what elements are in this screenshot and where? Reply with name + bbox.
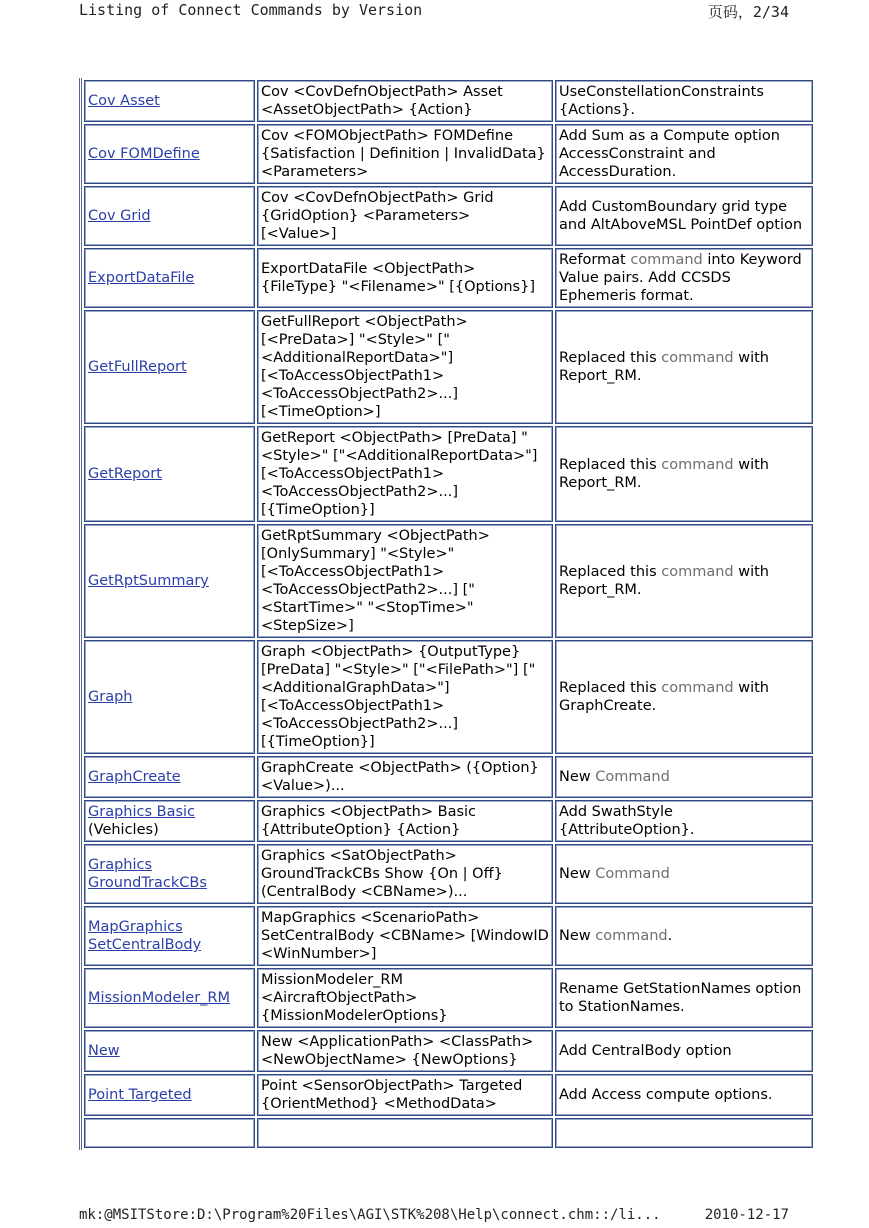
change-line: to StationNames.: [559, 999, 685, 1015]
change-description-cell: [555, 844, 813, 904]
table-row: [84, 906, 813, 966]
change-text: Replaced this: [559, 350, 662, 366]
change-line: Add CentralBody option: [559, 1043, 732, 1059]
highlighted-keyword: command: [661, 350, 734, 366]
change-line: Value pairs. Add CCSDS: [559, 270, 731, 286]
command-link[interactable]: MapGraphics SetCentralBody: [88, 919, 202, 953]
highlighted-keyword: command: [595, 928, 668, 944]
change-description-cell: [555, 640, 813, 754]
change-line: Report_RM.: [559, 475, 642, 491]
table-row: [84, 1074, 813, 1116]
table-row: [84, 524, 813, 638]
command-syntax-cell: Graph <ObjectPath> {OutputType} [PreData] "<Style>" ["<FilePath>"] ["<AdditionalGraphData>"] [<ToAccessObjectPath1> <ToAccessObjectPath2>...] [{TimeOption}]: [257, 640, 553, 754]
source-url: mk:@MSITStore:D:\Program%20Files\AGI\STK%208\Help\connect.chm::/li...: [79, 1207, 661, 1223]
change-line: Add Sum as a Compute option: [559, 128, 780, 144]
change-text: Replaced this: [559, 680, 662, 696]
table-row: [84, 80, 813, 122]
command-link[interactable]: GraphCreate: [88, 769, 181, 785]
change-line: Report_RM.: [559, 368, 642, 384]
command-syntax-cell: Point <SensorObjectPath> Targeted {OrientMethod} <MethodData>: [257, 1074, 553, 1116]
change-description-cell: [555, 1118, 813, 1148]
highlighted-keyword: command: [661, 457, 734, 473]
change-description-cell: [555, 80, 813, 122]
command-link[interactable]: Graph: [88, 689, 133, 705]
highlighted-keyword: command: [630, 252, 703, 268]
command-syntax-cell: Cov <FOMObjectPath> FOMDefine {Satisfaction | Definition | InvalidData} <Parameters>: [257, 124, 553, 184]
command-syntax-cell: GetFullReport <ObjectPath> [<PreData>] "<Style>" ["<AdditionalReportData>"] [<ToAccessObjectPath1> <ToAccessObjectPath2>...] [<TimeOption>]: [257, 310, 553, 424]
command-name-suffix: (Vehicles): [88, 822, 159, 838]
command-syntax-cell: New <ApplicationPath> <ClassPath> <NewObjectName> {NewOptions}: [257, 1030, 553, 1072]
command-link[interactable]: GetRptSummary: [88, 573, 209, 589]
command-name-cell: [84, 524, 255, 638]
change-text: Reformat: [559, 252, 631, 268]
document-title: Listing of Connect Commands by Version: [79, 1, 423, 19]
change-line: Rename GetStationNames option: [559, 981, 802, 997]
table-row: [84, 426, 813, 522]
change-text: New: [559, 769, 596, 785]
change-line: {AttributeOption}.: [559, 822, 695, 838]
change-line: Ephemeris format.: [559, 288, 694, 304]
command-syntax-cell: Graphics <ObjectPath> Basic {AttributeOption} {Action}: [257, 800, 553, 842]
change-text: Replaced this: [559, 564, 662, 580]
command-link[interactable]: GetFullReport: [88, 359, 187, 375]
table-row: [84, 844, 813, 904]
command-name-cell: [84, 800, 255, 842]
commands-table: [79, 78, 815, 1150]
command-name-cell: [84, 640, 255, 754]
command-syntax-cell: GetRptSummary <ObjectPath> [OnlySummary] "<Style>" [<ToAccessObjectPath1> <ToAccessObjectPath2>...] ["<StartTime>" "<StopTime>" <StepSize>]: [257, 524, 553, 638]
table-viewport: [79, 78, 803, 1145]
change-text: .: [667, 928, 673, 944]
change-text: with: [733, 564, 769, 580]
change-line: Add SwathStyle: [559, 804, 673, 820]
command-name-cell: [84, 426, 255, 522]
change-description-cell: [555, 186, 813, 246]
command-link[interactable]: Cov FOMDefine: [88, 146, 200, 162]
command-syntax-cell: Graphics <SatObjectPath> GroundTrackCBs Show {On | Off} (CentralBody <CBName>)...: [257, 844, 553, 904]
page-footer: [0, 1205, 869, 1227]
page-header: [0, 0, 869, 26]
command-name-cell: [84, 1074, 255, 1116]
table-row: [84, 968, 813, 1028]
change-line: GraphCreate.: [559, 698, 657, 714]
command-syntax-cell: MapGraphics <ScenarioPath> SetCentralBody <CBName> [WindowID <WinNumber>]: [257, 906, 553, 966]
command-name-cell: [84, 906, 255, 966]
change-description-cell: [555, 310, 813, 424]
command-name-cell: [84, 124, 255, 184]
command-name-cell: [84, 248, 255, 308]
command-syntax-cell: Cov <CovDefnObjectPath> Grid {GridOption} <Parameters> [<Value>]: [257, 186, 553, 246]
change-line: [559, 768, 809, 786]
change-line: UseConstellationConstraints: [559, 84, 764, 100]
page-number: 页码，2/34: [707, 3, 789, 21]
change-line: [559, 456, 809, 474]
change-line: [559, 563, 809, 581]
command-syntax-cell: ExportDataFile <ObjectPath> {FileType} "<Filename>" [{Options}]: [257, 248, 553, 308]
command-link[interactable]: ExportDataFile: [88, 270, 195, 286]
change-description-cell: [555, 426, 813, 522]
change-line: [559, 251, 809, 269]
table-row: [84, 1030, 813, 1072]
command-syntax-cell: GraphCreate <ObjectPath> ({Option} <Value>)...: [257, 756, 553, 798]
change-description-cell: [555, 124, 813, 184]
change-text: Replaced this: [559, 457, 662, 473]
command-name-cell: [84, 80, 255, 122]
command-name-cell: [84, 186, 255, 246]
change-line: Add Access compute options.: [559, 1087, 773, 1103]
table-row: [84, 186, 813, 246]
highlighted-keyword: command: [661, 680, 734, 696]
table-row: [84, 1118, 813, 1148]
command-link[interactable]: GetReport: [88, 466, 162, 482]
change-text: into Keyword: [702, 252, 802, 268]
change-description-cell: [555, 524, 813, 638]
command-link[interactable]: Graphics GroundTrackCBs: [88, 857, 207, 891]
command-syntax-cell: GetReport <ObjectPath> [PreData] "<Style>" ["<AdditionalReportData>"] [<ToAccessObjectPath1> <ToAccessObjectPath2>...] [{TimeOption}]: [257, 426, 553, 522]
print-date: 2010-12-17: [704, 1207, 789, 1223]
command-syntax-cell: [257, 1118, 553, 1148]
change-text: New: [559, 928, 596, 944]
change-line: AccessConstraint and: [559, 146, 716, 162]
command-link[interactable]: MissionModeler_RM: [88, 990, 230, 1006]
change-text: with: [733, 457, 769, 473]
change-description-cell: [555, 968, 813, 1028]
command-link[interactable]: Point Targeted: [88, 1087, 192, 1103]
change-line: [559, 927, 809, 945]
change-description-cell: [555, 1074, 813, 1116]
table-row: [84, 640, 813, 754]
highlighted-keyword: Command: [595, 866, 670, 882]
change-description-cell: [555, 248, 813, 308]
command-link[interactable]: Cov Grid: [88, 208, 151, 224]
command-name-cell: [84, 1118, 255, 1148]
change-line: [559, 349, 809, 367]
table-row: [84, 756, 813, 798]
table-row: [84, 124, 813, 184]
change-line: Add CustomBoundary grid type: [559, 199, 788, 215]
change-description-cell: [555, 1030, 813, 1072]
change-description-cell: [555, 800, 813, 842]
command-link[interactable]: Graphics Basic: [88, 804, 196, 820]
change-text: with: [733, 680, 769, 696]
change-description-cell: [555, 756, 813, 798]
change-line: {Actions}.: [559, 102, 636, 118]
command-name-cell: [84, 310, 255, 424]
highlighted-keyword: command: [661, 564, 734, 580]
command-name-cell: [84, 968, 255, 1028]
change-line: and AltAboveMSL PointDef option: [559, 217, 803, 233]
table-row: [84, 310, 813, 424]
change-line: AccessDuration.: [559, 164, 677, 180]
command-name-cell: [84, 844, 255, 904]
command-link[interactable]: Cov Asset: [88, 93, 160, 109]
command-name-cell: [84, 1030, 255, 1072]
command-syntax-cell: Cov <CovDefnObjectPath> Asset <AssetObjectPath> {Action}: [257, 80, 553, 122]
command-name-cell: [84, 756, 255, 798]
command-link[interactable]: New: [88, 1043, 120, 1059]
table-row: [84, 248, 813, 308]
change-description-cell: [555, 906, 813, 966]
table-row: [84, 800, 813, 842]
change-line: [559, 865, 809, 883]
command-syntax-cell: MissionModeler_RM <AircraftObjectPath> {MissionModelerOptions}: [257, 968, 553, 1028]
change-line: Report_RM.: [559, 582, 642, 598]
change-text: with: [733, 350, 769, 366]
change-text: New: [559, 866, 596, 882]
change-line: [559, 679, 809, 697]
highlighted-keyword: Command: [595, 769, 670, 785]
